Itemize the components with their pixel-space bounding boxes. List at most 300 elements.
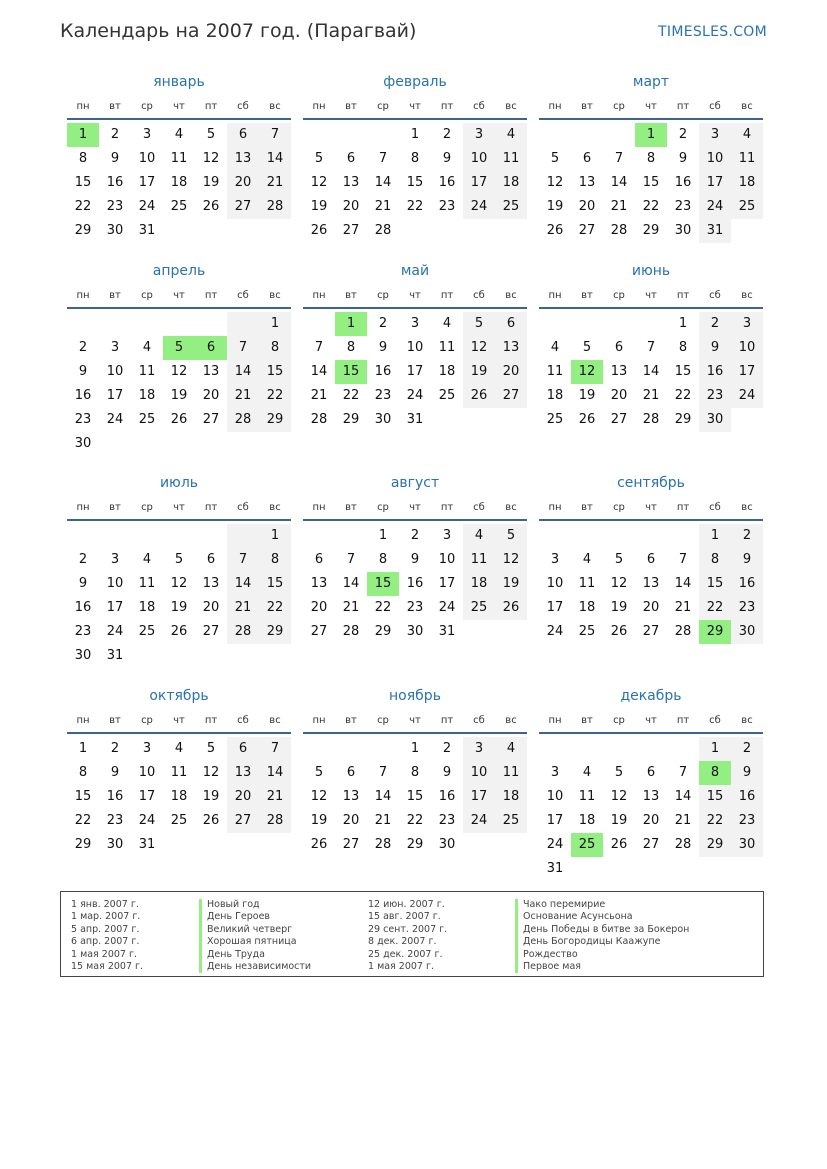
- day-cell[interactable]: 10: [138, 765, 156, 780]
- day-cell[interactable]: 3: [550, 765, 560, 780]
- day-cell[interactable]: 23: [106, 813, 124, 828]
- day-cell[interactable]: 5: [463, 312, 495, 336]
- day-cell[interactable]: 8: [259, 336, 291, 360]
- day-cell[interactable]: 18: [463, 572, 495, 596]
- day-cell[interactable]: 12: [571, 360, 603, 384]
- day-cell[interactable]: 27: [202, 412, 220, 427]
- day-cell[interactable]: 18: [438, 364, 456, 379]
- day-cell[interactable]: 1: [335, 312, 367, 336]
- day-cell[interactable]: 1: [259, 312, 291, 336]
- day-cell[interactable]: 9: [110, 151, 120, 166]
- day-cell[interactable]: 27: [227, 809, 259, 833]
- day-cell[interactable]: 10: [463, 761, 495, 785]
- day-cell[interactable]: 28: [259, 195, 291, 219]
- day-cell[interactable]: 11: [578, 576, 596, 591]
- day-cell[interactable]: 22: [342, 388, 360, 403]
- day-cell[interactable]: 24: [546, 624, 564, 639]
- day-cell[interactable]: 21: [374, 199, 392, 214]
- day-cell[interactable]: 16: [731, 785, 763, 809]
- day-cell[interactable]: 30: [699, 408, 731, 432]
- day-cell[interactable]: 22: [674, 388, 692, 403]
- day-cell[interactable]: 10: [463, 147, 495, 171]
- day-cell[interactable]: 7: [227, 548, 259, 572]
- day-cell[interactable]: 21: [310, 388, 328, 403]
- day-cell[interactable]: 25: [578, 624, 596, 639]
- day-cell[interactable]: 14: [259, 761, 291, 785]
- day-cell[interactable]: 28: [342, 624, 360, 639]
- day-cell[interactable]: 23: [374, 388, 392, 403]
- day-cell[interactable]: 10: [438, 552, 456, 567]
- day-cell[interactable]: 6: [314, 552, 324, 567]
- day-cell[interactable]: 17: [106, 388, 124, 403]
- day-cell[interactable]: 27: [202, 624, 220, 639]
- day-cell[interactable]: 25: [571, 833, 603, 857]
- day-cell[interactable]: 16: [106, 175, 124, 190]
- day-cell[interactable]: 4: [174, 741, 184, 756]
- day-cell[interactable]: 20: [202, 388, 220, 403]
- day-cell[interactable]: 25: [438, 388, 456, 403]
- day-cell[interactable]: 11: [495, 761, 527, 785]
- day-cell[interactable]: 30: [74, 436, 92, 451]
- day-cell[interactable]: 17: [406, 364, 424, 379]
- day-cell[interactable]: 23: [731, 809, 763, 833]
- day-cell[interactable]: 20: [578, 199, 596, 214]
- day-cell[interactable]: 7: [314, 340, 324, 355]
- day-cell[interactable]: 14: [227, 572, 259, 596]
- day-cell[interactable]: 5: [495, 524, 527, 548]
- day-cell[interactable]: 16: [438, 175, 456, 190]
- day-cell[interactable]: 31: [438, 624, 456, 639]
- day-cell[interactable]: 22: [74, 199, 92, 214]
- day-cell[interactable]: 1: [678, 316, 688, 331]
- day-cell[interactable]: 24: [731, 384, 763, 408]
- day-cell[interactable]: 17: [546, 813, 564, 828]
- day-cell[interactable]: 19: [310, 813, 328, 828]
- day-cell[interactable]: 25: [495, 809, 527, 833]
- day-cell[interactable]: 20: [227, 785, 259, 809]
- day-cell[interactable]: 8: [410, 151, 420, 166]
- day-cell[interactable]: 25: [138, 412, 156, 427]
- day-cell[interactable]: 9: [442, 765, 452, 780]
- day-cell[interactable]: 5: [314, 151, 324, 166]
- day-cell[interactable]: 11: [170, 765, 188, 780]
- day-cell[interactable]: 1: [410, 127, 420, 142]
- day-cell[interactable]: 8: [78, 151, 88, 166]
- day-cell[interactable]: 26: [170, 412, 188, 427]
- day-cell[interactable]: 25: [731, 195, 763, 219]
- day-cell[interactable]: 13: [202, 364, 220, 379]
- day-cell[interactable]: 29: [674, 412, 692, 427]
- day-cell[interactable]: 1: [635, 123, 667, 147]
- day-cell[interactable]: 18: [138, 388, 156, 403]
- day-cell[interactable]: 6: [614, 340, 624, 355]
- day-cell[interactable]: 5: [174, 552, 184, 567]
- day-cell[interactable]: 15: [259, 360, 291, 384]
- day-cell[interactable]: 14: [642, 364, 660, 379]
- day-cell[interactable]: 18: [170, 175, 188, 190]
- day-cell[interactable]: 11: [170, 151, 188, 166]
- day-cell[interactable]: 27: [610, 412, 628, 427]
- day-cell[interactable]: 24: [138, 199, 156, 214]
- day-cell[interactable]: 6: [346, 765, 356, 780]
- day-cell[interactable]: 1: [699, 524, 731, 548]
- day-cell[interactable]: 1: [259, 524, 291, 548]
- day-cell[interactable]: 7: [378, 151, 388, 166]
- day-cell[interactable]: 16: [74, 600, 92, 615]
- day-cell[interactable]: 22: [699, 596, 731, 620]
- day-cell[interactable]: 29: [699, 620, 731, 644]
- day-cell[interactable]: 2: [699, 312, 731, 336]
- day-cell[interactable]: 3: [410, 316, 420, 331]
- day-cell[interactable]: 21: [610, 199, 628, 214]
- day-cell[interactable]: 5: [582, 340, 592, 355]
- day-cell[interactable]: 8: [259, 548, 291, 572]
- day-cell[interactable]: 28: [310, 412, 328, 427]
- day-cell[interactable]: 26: [578, 412, 596, 427]
- day-cell[interactable]: 23: [674, 199, 692, 214]
- day-cell[interactable]: 27: [642, 837, 660, 852]
- day-cell[interactable]: 1: [378, 528, 388, 543]
- day-cell[interactable]: 4: [442, 316, 452, 331]
- day-cell[interactable]: 5: [206, 741, 216, 756]
- day-cell[interactable]: 13: [342, 789, 360, 804]
- day-cell[interactable]: 29: [699, 833, 731, 857]
- day-cell[interactable]: 17: [463, 171, 495, 195]
- day-cell[interactable]: 1: [78, 741, 88, 756]
- day-cell[interactable]: 14: [310, 364, 328, 379]
- day-cell[interactable]: 22: [259, 596, 291, 620]
- day-cell[interactable]: 29: [406, 837, 424, 852]
- day-cell[interactable]: 30: [731, 620, 763, 644]
- day-cell[interactable]: 4: [174, 127, 184, 142]
- day-cell[interactable]: 23: [731, 596, 763, 620]
- day-cell[interactable]: 19: [202, 175, 220, 190]
- day-cell[interactable]: 2: [442, 741, 452, 756]
- day-cell[interactable]: 2: [678, 127, 688, 142]
- day-cell[interactable]: 30: [438, 837, 456, 852]
- day-cell[interactable]: 10: [699, 147, 731, 171]
- day-cell[interactable]: 4: [463, 524, 495, 548]
- day-cell[interactable]: 10: [546, 789, 564, 804]
- day-cell[interactable]: 29: [374, 624, 392, 639]
- day-cell[interactable]: 3: [142, 127, 152, 142]
- day-cell[interactable]: 15: [674, 364, 692, 379]
- day-cell[interactable]: 17: [106, 600, 124, 615]
- day-cell[interactable]: 15: [367, 572, 399, 596]
- day-cell[interactable]: 19: [202, 789, 220, 804]
- day-cell[interactable]: 25: [170, 813, 188, 828]
- day-cell[interactable]: 18: [578, 813, 596, 828]
- day-cell[interactable]: 2: [110, 127, 120, 142]
- day-cell[interactable]: 4: [495, 123, 527, 147]
- day-cell[interactable]: 12: [610, 576, 628, 591]
- day-cell[interactable]: 27: [342, 837, 360, 852]
- day-cell[interactable]: 8: [699, 761, 731, 785]
- day-cell[interactable]: 23: [74, 412, 92, 427]
- day-cell[interactable]: 14: [374, 789, 392, 804]
- day-cell[interactable]: 10: [731, 336, 763, 360]
- day-cell[interactable]: 5: [314, 765, 324, 780]
- day-cell[interactable]: 11: [438, 340, 456, 355]
- day-cell[interactable]: 18: [495, 785, 527, 809]
- day-cell[interactable]: 22: [406, 199, 424, 214]
- day-cell[interactable]: 4: [142, 552, 152, 567]
- day-cell[interactable]: 9: [678, 151, 688, 166]
- day-cell[interactable]: 25: [495, 195, 527, 219]
- day-cell[interactable]: 28: [674, 624, 692, 639]
- day-cell[interactable]: 9: [78, 576, 88, 591]
- day-cell[interactable]: 28: [674, 837, 692, 852]
- day-cell[interactable]: 5: [550, 151, 560, 166]
- day-cell[interactable]: 12: [202, 765, 220, 780]
- day-cell[interactable]: 19: [463, 360, 495, 384]
- day-cell[interactable]: 5: [163, 336, 195, 360]
- day-cell[interactable]: 3: [463, 737, 495, 761]
- day-cell[interactable]: 4: [731, 123, 763, 147]
- day-cell[interactable]: 18: [138, 600, 156, 615]
- day-cell[interactable]: 15: [699, 572, 731, 596]
- day-cell[interactable]: 14: [259, 147, 291, 171]
- day-cell[interactable]: 27: [227, 195, 259, 219]
- day-cell[interactable]: 24: [106, 412, 124, 427]
- day-cell[interactable]: 3: [731, 312, 763, 336]
- day-cell[interactable]: 18: [546, 388, 564, 403]
- day-cell[interactable]: 26: [202, 199, 220, 214]
- day-cell[interactable]: 21: [374, 813, 392, 828]
- day-cell[interactable]: 2: [731, 524, 763, 548]
- day-cell[interactable]: 20: [642, 600, 660, 615]
- day-cell[interactable]: 13: [610, 364, 628, 379]
- day-cell[interactable]: 19: [610, 813, 628, 828]
- day-cell[interactable]: 30: [106, 223, 124, 238]
- day-cell[interactable]: 4: [582, 552, 592, 567]
- day-cell[interactable]: 16: [674, 175, 692, 190]
- day-cell[interactable]: 4: [550, 340, 560, 355]
- day-cell[interactable]: 31: [699, 219, 731, 243]
- day-cell[interactable]: 11: [463, 548, 495, 572]
- day-cell[interactable]: 6: [227, 737, 259, 761]
- day-cell[interactable]: 15: [259, 572, 291, 596]
- day-cell[interactable]: 6: [206, 552, 216, 567]
- day-cell[interactable]: 5: [614, 552, 624, 567]
- day-cell[interactable]: 9: [731, 761, 763, 785]
- day-cell[interactable]: 14: [342, 576, 360, 591]
- day-cell[interactable]: 17: [546, 600, 564, 615]
- day-cell[interactable]: 27: [578, 223, 596, 238]
- day-cell[interactable]: 11: [138, 364, 156, 379]
- day-cell[interactable]: 26: [546, 223, 564, 238]
- day-cell[interactable]: 14: [610, 175, 628, 190]
- day-cell[interactable]: 7: [378, 765, 388, 780]
- day-cell[interactable]: 22: [406, 813, 424, 828]
- day-cell[interactable]: 16: [406, 576, 424, 591]
- day-cell[interactable]: 2: [78, 340, 88, 355]
- day-cell[interactable]: 20: [342, 813, 360, 828]
- day-cell[interactable]: 13: [227, 761, 259, 785]
- day-cell[interactable]: 7: [259, 737, 291, 761]
- day-cell[interactable]: 23: [74, 624, 92, 639]
- day-cell[interactable]: 27: [310, 624, 328, 639]
- day-cell[interactable]: 27: [495, 384, 527, 408]
- day-cell[interactable]: 7: [678, 552, 688, 567]
- day-cell[interactable]: 7: [259, 123, 291, 147]
- day-cell[interactable]: 19: [310, 199, 328, 214]
- day-cell[interactable]: 19: [495, 572, 527, 596]
- day-cell[interactable]: 3: [442, 528, 452, 543]
- day-cell[interactable]: 21: [674, 600, 692, 615]
- day-cell[interactable]: 20: [342, 199, 360, 214]
- day-cell[interactable]: 25: [138, 624, 156, 639]
- day-cell[interactable]: 9: [731, 548, 763, 572]
- day-cell[interactable]: 2: [378, 316, 388, 331]
- day-cell[interactable]: 29: [74, 837, 92, 852]
- day-cell[interactable]: 31: [546, 861, 564, 876]
- day-cell[interactable]: 6: [646, 552, 656, 567]
- day-cell[interactable]: 20: [642, 813, 660, 828]
- day-cell[interactable]: 26: [610, 837, 628, 852]
- day-cell[interactable]: 14: [227, 360, 259, 384]
- day-cell[interactable]: 28: [374, 837, 392, 852]
- day-cell[interactable]: 12: [170, 576, 188, 591]
- day-cell[interactable]: 22: [74, 813, 92, 828]
- day-cell[interactable]: 19: [170, 600, 188, 615]
- day-cell[interactable]: 21: [227, 384, 259, 408]
- day-cell[interactable]: 8: [678, 340, 688, 355]
- day-cell[interactable]: 5: [206, 127, 216, 142]
- day-cell[interactable]: 3: [550, 552, 560, 567]
- day-cell[interactable]: 29: [74, 223, 92, 238]
- day-cell[interactable]: 29: [259, 620, 291, 644]
- day-cell[interactable]: 23: [406, 600, 424, 615]
- day-cell[interactable]: 5: [614, 765, 624, 780]
- day-cell[interactable]: 28: [610, 223, 628, 238]
- day-cell[interactable]: 26: [310, 223, 328, 238]
- day-cell[interactable]: 26: [310, 837, 328, 852]
- day-cell[interactable]: 1: [699, 737, 731, 761]
- day-cell[interactable]: 15: [406, 789, 424, 804]
- day-cell[interactable]: 29: [342, 412, 360, 427]
- day-cell[interactable]: 30: [406, 624, 424, 639]
- day-cell[interactable]: 22: [374, 600, 392, 615]
- day-cell[interactable]: 4: [142, 340, 152, 355]
- day-cell[interactable]: 1: [67, 123, 99, 147]
- day-cell[interactable]: 19: [170, 388, 188, 403]
- day-cell[interactable]: 9: [378, 340, 388, 355]
- day-cell[interactable]: 12: [495, 548, 527, 572]
- day-cell[interactable]: 22: [259, 384, 291, 408]
- day-cell[interactable]: 12: [610, 789, 628, 804]
- day-cell[interactable]: 13: [578, 175, 596, 190]
- day-cell[interactable]: 26: [170, 624, 188, 639]
- day-cell[interactable]: 24: [463, 809, 495, 833]
- day-cell[interactable]: 2: [410, 528, 420, 543]
- day-cell[interactable]: 19: [610, 600, 628, 615]
- day-cell[interactable]: 31: [106, 648, 124, 663]
- day-cell[interactable]: 16: [374, 364, 392, 379]
- day-cell[interactable]: 20: [202, 600, 220, 615]
- day-cell[interactable]: 15: [74, 175, 92, 190]
- day-cell[interactable]: 24: [106, 624, 124, 639]
- day-cell[interactable]: 30: [374, 412, 392, 427]
- day-cell[interactable]: 8: [410, 765, 420, 780]
- day-cell[interactable]: 13: [642, 789, 660, 804]
- day-cell[interactable]: 24: [463, 195, 495, 219]
- day-cell[interactable]: 2: [78, 552, 88, 567]
- day-cell[interactable]: 22: [642, 199, 660, 214]
- day-cell[interactable]: 16: [438, 789, 456, 804]
- day-cell[interactable]: 29: [259, 408, 291, 432]
- day-cell[interactable]: 10: [106, 576, 124, 591]
- day-cell[interactable]: 16: [731, 572, 763, 596]
- day-cell[interactable]: 2: [110, 741, 120, 756]
- day-cell[interactable]: 21: [259, 171, 291, 195]
- day-cell[interactable]: 9: [110, 765, 120, 780]
- day-cell[interactable]: 18: [731, 171, 763, 195]
- day-cell[interactable]: 12: [310, 175, 328, 190]
- day-cell[interactable]: 10: [546, 576, 564, 591]
- day-cell[interactable]: 12: [546, 175, 564, 190]
- day-cell[interactable]: 13: [202, 576, 220, 591]
- day-cell[interactable]: 17: [699, 171, 731, 195]
- day-cell[interactable]: 15: [74, 789, 92, 804]
- day-cell[interactable]: 10: [138, 151, 156, 166]
- day-cell[interactable]: 19: [578, 388, 596, 403]
- day-cell[interactable]: 3: [463, 123, 495, 147]
- day-cell[interactable]: 12: [170, 364, 188, 379]
- day-cell[interactable]: 31: [138, 223, 156, 238]
- day-cell[interactable]: 24: [438, 600, 456, 615]
- day-cell[interactable]: 8: [346, 340, 356, 355]
- day-cell[interactable]: 3: [142, 741, 152, 756]
- day-cell[interactable]: 6: [195, 336, 227, 360]
- day-cell[interactable]: 30: [674, 223, 692, 238]
- day-cell[interactable]: 9: [410, 552, 420, 567]
- day-cell[interactable]: 11: [731, 147, 763, 171]
- day-cell[interactable]: 6: [646, 765, 656, 780]
- day-cell[interactable]: 26: [202, 813, 220, 828]
- day-cell[interactable]: 25: [170, 199, 188, 214]
- day-cell[interactable]: 30: [731, 833, 763, 857]
- day-cell[interactable]: 23: [106, 199, 124, 214]
- day-cell[interactable]: 6: [582, 151, 592, 166]
- day-cell[interactable]: 13: [642, 576, 660, 591]
- day-cell[interactable]: 7: [346, 552, 356, 567]
- day-cell[interactable]: 28: [227, 620, 259, 644]
- day-cell[interactable]: 7: [614, 151, 624, 166]
- day-cell[interactable]: 28: [259, 809, 291, 833]
- day-cell[interactable]: 13: [342, 175, 360, 190]
- day-cell[interactable]: 12: [202, 151, 220, 166]
- day-cell[interactable]: 23: [438, 813, 456, 828]
- day-cell[interactable]: 24: [406, 388, 424, 403]
- day-cell[interactable]: 3: [110, 552, 120, 567]
- day-cell[interactable]: 14: [674, 789, 692, 804]
- day-cell[interactable]: 28: [642, 412, 660, 427]
- day-cell[interactable]: 11: [546, 364, 564, 379]
- day-cell[interactable]: 20: [610, 388, 628, 403]
- day-cell[interactable]: 11: [578, 789, 596, 804]
- day-cell[interactable]: 4: [582, 765, 592, 780]
- day-cell[interactable]: 31: [406, 412, 424, 427]
- day-cell[interactable]: 19: [546, 199, 564, 214]
- day-cell[interactable]: 7: [646, 340, 656, 355]
- day-cell[interactable]: 15: [335, 360, 367, 384]
- day-cell[interactable]: 24: [546, 837, 564, 852]
- day-cell[interactable]: 20: [227, 171, 259, 195]
- day-cell[interactable]: 15: [406, 175, 424, 190]
- day-cell[interactable]: 21: [342, 600, 360, 615]
- day-cell[interactable]: 26: [495, 596, 527, 620]
